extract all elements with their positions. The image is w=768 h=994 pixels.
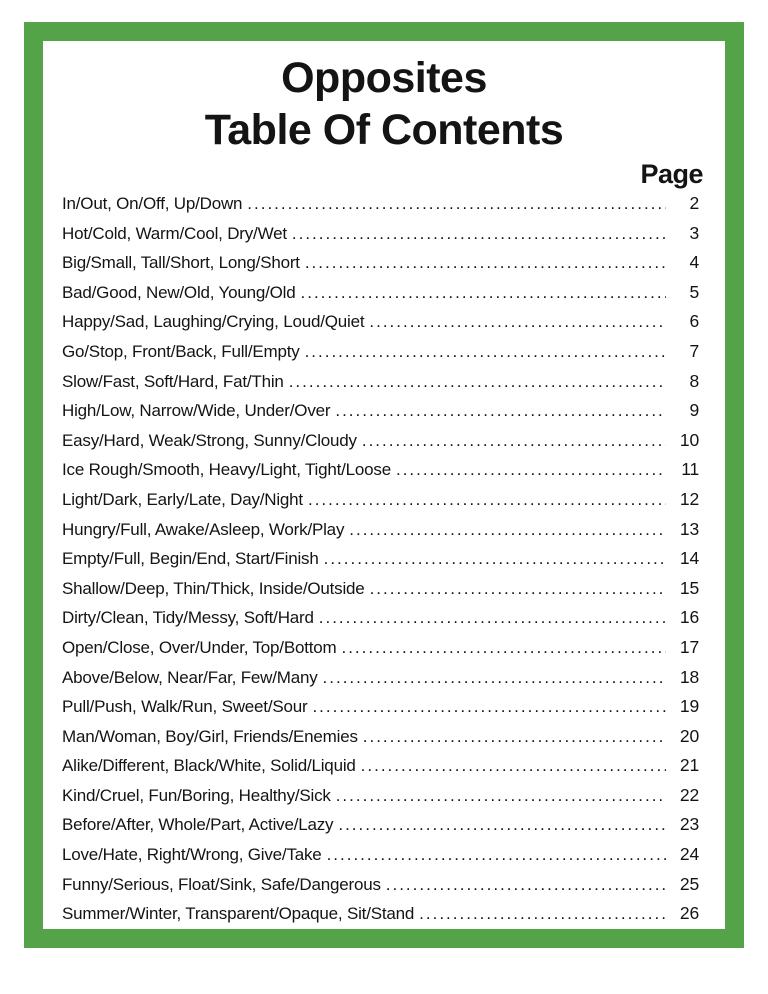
toc-leader-dots (292, 224, 666, 244)
toc-row (62, 430, 699, 460)
toc-entry-label: Empty/Full, Begin/End, Start/Finish (62, 549, 319, 569)
toc-entry-page: 19 (679, 696, 699, 717)
toc-row (62, 193, 699, 223)
toc-leader-dots (305, 253, 666, 273)
toc-entry-page: 24 (679, 844, 699, 865)
toc-entry-label: Kind/Cruel, Fun/Boring, Healthy/Sick (62, 785, 331, 805)
toc-entry-label: Easy/Hard, Weak/Strong, Sunny/Cloudy (62, 430, 357, 450)
toc-list (43, 193, 725, 929)
toc-leader-dots (289, 372, 666, 392)
toc-entry-page: 16 (679, 607, 699, 628)
toc-entry-label: Happy/Sad, Laughing/Crying, Loud/Quiet (62, 312, 365, 332)
toc-entry-label: Pull/Push, Walk/Run, Sweet/Sour (62, 697, 308, 717)
toc-leader-dots (308, 490, 666, 510)
toc-entry-page: 4 (689, 252, 699, 273)
toc-row (62, 814, 699, 844)
toc-leader-dots (361, 756, 666, 776)
toc-entry-page: 11 (681, 459, 699, 480)
toc-entry-label: High/Low, Narrow/Wide, Under/Over (62, 401, 331, 421)
toc-entry-label: Dirty/Clean, Tidy/Messy, Soft/Hard (62, 608, 314, 628)
toc-entry-page: 5 (689, 281, 699, 302)
toc-entry-page: 13 (679, 518, 699, 539)
toc-row (62, 223, 699, 253)
page-title-line1: Opposites (281, 54, 487, 102)
toc-entry-page: 12 (679, 488, 699, 509)
page-frame (24, 22, 744, 948)
toc-entry-label: Funny/Serious, Float/Sink, Safe/Dangerous (62, 874, 381, 894)
toc-leader-dots (324, 549, 666, 569)
toc-leader-dots (349, 520, 666, 540)
toc-leader-dots (327, 845, 666, 865)
toc-entry-label: Summer/Winter, Transparent/Opaque, Sit/Stand (62, 904, 415, 924)
toc-row (62, 341, 699, 371)
toc-entry-label: Above/Below, Near/Far, Few/Many (62, 667, 318, 687)
toc-row (62, 400, 699, 430)
toc-entry-page: 6 (689, 311, 699, 332)
toc-entry-label: In/Out, On/Off, Up/Down (62, 194, 243, 213)
toc-entry-page: 20 (679, 725, 699, 746)
toc-entry-label: Hungry/Full, Awake/Asleep, Work/Play (62, 519, 345, 539)
toc-leader-dots (323, 668, 666, 688)
toc-entry-page: 21 (679, 755, 699, 776)
toc-leader-dots (335, 401, 666, 421)
toc-row (62, 903, 699, 929)
toc-leader-dots (338, 815, 666, 835)
toc-leader-dots (312, 697, 666, 717)
toc-entry-label: Alike/Different, Black/White, Solid/Liquid (62, 756, 356, 776)
toc-leader-dots (336, 786, 666, 806)
toc-entry-label: Man/Woman, Boy/Girl, Friends/Enemies (62, 726, 358, 746)
toc-leader-dots (419, 904, 666, 924)
toc-entry-label: Ice Rough/Smooth, Heavy/Light, Tight/Loose (62, 460, 391, 480)
toc-entry-label: Bad/Good, New/Old, Young/Old (62, 282, 296, 302)
toc-entry-page: 2 (689, 193, 699, 213)
toc-row (62, 844, 699, 874)
toc-row (62, 489, 699, 519)
toc-entry-label: Light/Dark, Early/Late, Day/Night (62, 489, 303, 509)
toc-row (62, 311, 699, 341)
toc-entry-page: 9 (689, 400, 699, 421)
toc-entry-label: Go/Stop, Front/Back, Full/Empty (62, 341, 300, 361)
toc-entry-page: 14 (679, 548, 699, 569)
toc-entry-page: 26 (679, 903, 699, 924)
toc-row (62, 519, 699, 549)
toc-entry-label: Hot/Cold, Warm/Cool, Dry/Wet (62, 223, 287, 243)
toc-row (62, 785, 699, 815)
toc-row (62, 874, 699, 904)
toc-row (62, 578, 699, 608)
toc-row (62, 755, 699, 785)
page-content (43, 41, 725, 929)
toc-entry-page: 8 (689, 370, 699, 391)
toc-entry-label: Love/Hate, Right/Wrong, Give/Take (62, 845, 322, 865)
toc-entry-page: 17 (679, 636, 699, 657)
toc-entry-page: 15 (679, 577, 699, 598)
toc-entry-page: 3 (689, 222, 699, 243)
toc-row (62, 637, 699, 667)
toc-entry-page: 25 (679, 873, 699, 894)
toc-leader-dots (370, 579, 666, 599)
toc-leader-dots (369, 312, 666, 332)
toc-row (62, 459, 699, 489)
toc-leader-dots (363, 727, 666, 747)
toc-entry-page: 10 (679, 429, 699, 450)
toc-entry-label: Shallow/Deep, Thin/Thick, Inside/Outside (62, 578, 365, 598)
toc-leader-dots (341, 638, 666, 658)
toc-entry-label: Before/After, Whole/Part, Active/Lazy (62, 815, 334, 835)
toc-entry-page: 22 (679, 784, 699, 805)
toc-row (62, 667, 699, 697)
toc-leader-dots (396, 460, 666, 480)
toc-row (62, 696, 699, 726)
toc-row (62, 607, 699, 637)
toc-leader-dots (386, 875, 666, 895)
toc-row (62, 548, 699, 578)
toc-entry-page: 7 (689, 340, 699, 361)
toc-row (62, 252, 699, 282)
page-column-header: Page (640, 159, 703, 189)
toc-leader-dots (362, 431, 666, 451)
toc-leader-dots (301, 283, 666, 303)
toc-entry-label: Open/Close, Over/Under, Top/Bottom (62, 637, 337, 657)
toc-entry-label: Big/Small, Tall/Short, Long/Short (62, 253, 300, 273)
toc-leader-dots (319, 608, 666, 628)
toc-entry-page: 23 (679, 814, 699, 835)
page-title (43, 52, 725, 156)
toc-row (62, 726, 699, 756)
page-title-line2: Table Of Contents (204, 106, 564, 154)
toc-row (62, 371, 699, 401)
toc-entry-page: 18 (679, 666, 699, 687)
toc-entry-label: Slow/Fast, Soft/Hard, Fat/Thin (62, 371, 284, 391)
toc-row (62, 282, 699, 312)
toc-leader-dots (305, 342, 666, 362)
toc-leader-dots (247, 194, 666, 214)
